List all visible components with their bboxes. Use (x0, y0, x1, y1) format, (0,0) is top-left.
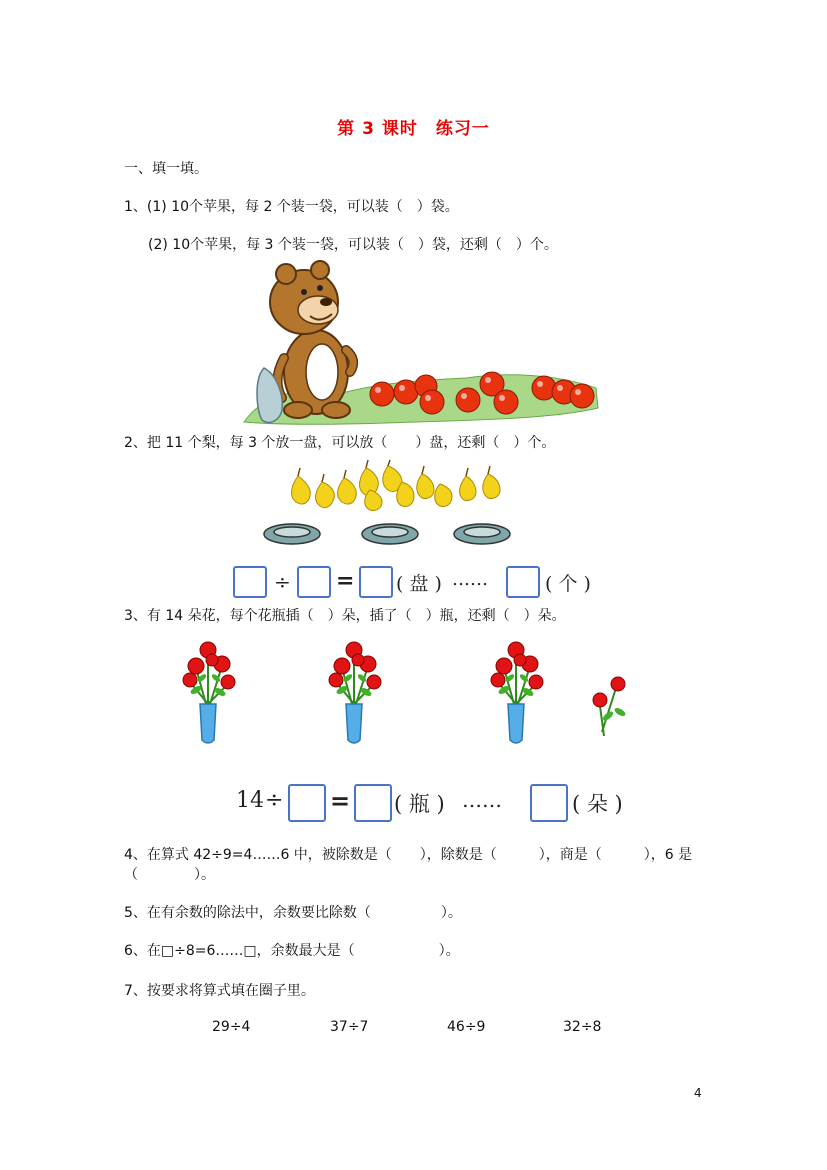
question-5: 5、在有余数的除法中，余数要比除数（ ）。 (124, 905, 462, 921)
bear-figure (257, 261, 353, 422)
question-4-line-2: （ ）。 (124, 867, 215, 883)
answer-box-quotient[interactable] (359, 566, 393, 598)
division-sign-3: ÷ (265, 788, 284, 813)
answer-box-divisor[interactable] (297, 566, 331, 598)
question-2: 2、把 11 个梨，每 3 个放一盘，可以放（ ）盘，还剩（ ）个。 (124, 435, 556, 451)
expression-4: 32÷8 (563, 1019, 602, 1035)
remainder-dots: …… (452, 569, 488, 590)
question-6: 6、在□÷8=6……□，余数最大是（ ）。 (124, 943, 460, 959)
section-heading: 一、填一填。 (124, 161, 208, 177)
loose-flowers (593, 677, 627, 736)
plates-illustration (264, 520, 514, 552)
answer-box-dividend[interactable] (233, 566, 267, 598)
question-1-line-1: 1、(1) 10个苹果，每 2 个装一袋，可以装（ ）袋。 (124, 199, 459, 215)
equals-sign-3: = (330, 786, 351, 815)
page-title: 第 3 课时 练习一 (337, 119, 490, 139)
expression-1: 29÷4 (212, 1019, 251, 1035)
division-sign: ÷ (274, 570, 291, 594)
question-7: 7、按要求将算式填在圈子里。 (124, 983, 315, 999)
answer-box-remainder[interactable] (506, 566, 540, 598)
unit-plates: ( 盘 ) (396, 573, 442, 595)
expression-2: 37÷7 (330, 1019, 369, 1035)
unit-vases: ( 瓶 ) (394, 792, 445, 816)
answer-box-quotient-3[interactable] (354, 784, 392, 822)
answer-box-remainder-3[interactable] (530, 784, 568, 822)
question-3: 3、有 14 朵花，每个花瓶插（ ）朵，插了（ ）瓶，还剩（ ）朵。 (124, 608, 566, 624)
dividend-14: 14 (236, 788, 264, 813)
page-number: 4 (694, 1086, 702, 1100)
pears-illustration (284, 460, 504, 514)
bear-apples-illustration (236, 260, 598, 430)
expression-3: 46÷9 (447, 1019, 486, 1035)
question-4-line-1: 4、在算式 42÷9=4……6 中，被除数是（ ），除数是（ ），商是（ ），6 是 (124, 847, 693, 863)
unit-items: ( 个 ) (545, 573, 591, 595)
flower-vases-illustration (176, 632, 636, 750)
answer-box-divisor-3[interactable] (288, 784, 326, 822)
remainder-dots-3: …… (462, 788, 502, 812)
unit-flowers: ( 朵 ) (572, 792, 623, 816)
question-1-line-2: (2) 10个苹果，每 3 个装一袋，可以装（ ）袋，还剩（ ）个。 (148, 237, 558, 253)
equals-sign: = (336, 568, 355, 594)
